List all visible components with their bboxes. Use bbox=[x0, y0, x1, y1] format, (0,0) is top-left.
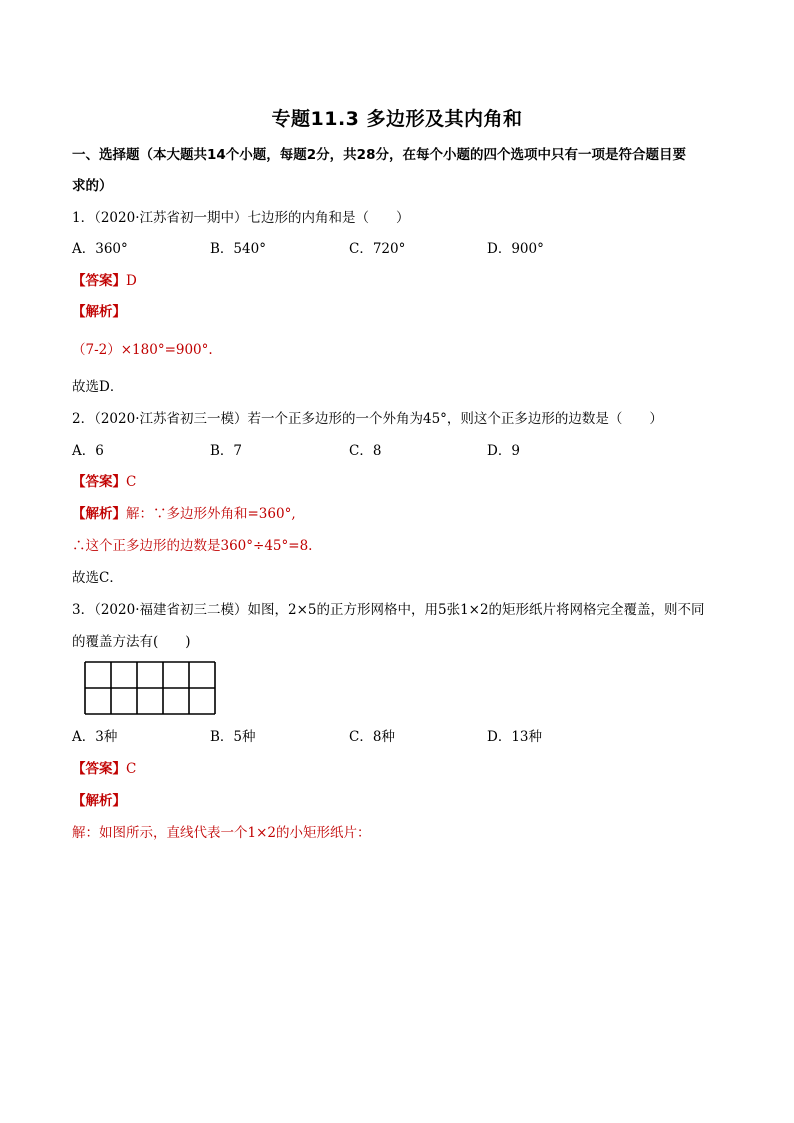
grid-figure-2x5 bbox=[84, 661, 216, 717]
q2-answer bbox=[72, 473, 136, 491]
q1-answer-label: 【答案】 bbox=[72, 273, 126, 289]
q2-option-a: A．6 bbox=[72, 443, 104, 459]
q1-option-b: B．540° bbox=[210, 241, 266, 257]
q1-conclusion: 故选D． bbox=[72, 379, 124, 395]
q2-answer-label: 【答案】 bbox=[72, 474, 126, 490]
q2-analysis-text-1: 解：∵多边形外角和=360°, bbox=[126, 506, 296, 522]
q1-analysis: （7-2）×180°=900°. bbox=[72, 342, 213, 358]
section-heading-line-1: 一、选择题（本大题共14个小题，每题2分，共28分，在每个小题的四个选项中只有一项是符合题目要 bbox=[72, 147, 686, 163]
q3-option-d: D．13种 bbox=[487, 729, 543, 745]
q1-answer bbox=[72, 272, 137, 290]
q3-stem-line-1: 3．（2020·福建省初三二模）如图，2×5的正方形网格中，用5张1×2的矩形纸片将网格完全覆盖，则不同 bbox=[72, 602, 705, 618]
q2-analysis-line-1 bbox=[72, 505, 296, 523]
q3-analysis-label: 【解析】 bbox=[72, 793, 126, 809]
q2-analysis-line-2: ∴这个正多边形的边数是360°÷45°=8. bbox=[72, 538, 313, 554]
q2-analysis-label: 【解析】 bbox=[72, 506, 126, 522]
q3-option-b: B．5种 bbox=[210, 729, 256, 745]
q3-stem-line-2: 的覆盖方法有( ) bbox=[72, 634, 191, 650]
q1-analysis-label: 【解析】 bbox=[72, 304, 126, 320]
q3-option-c: C．8种 bbox=[349, 729, 395, 745]
q2-option-b: B．7 bbox=[210, 443, 243, 459]
q2-option-d: D．9 bbox=[487, 443, 520, 459]
q1-stem: 1．（2020·江苏省初一期中）七边形的内角和是（ ） bbox=[72, 210, 410, 226]
q1-answer-value: D bbox=[126, 273, 137, 289]
q3-option-a: A．3种 bbox=[72, 729, 118, 745]
q3-answer-value: C bbox=[126, 761, 137, 777]
q2-stem: 2．（2020·江苏省初三一模）若一个正多边形的一个外角为45°，则这个正多边形的边数是（ ） bbox=[72, 411, 663, 427]
q3-answer bbox=[72, 760, 136, 778]
q2-conclusion: 故选C． bbox=[72, 570, 123, 586]
q1-option-a: A．360° bbox=[72, 241, 128, 257]
q2-option-c: C．8 bbox=[349, 443, 382, 459]
page-title: 专题11.3 多边形及其内角和 bbox=[271, 108, 523, 130]
section-heading-line-2: 求的） bbox=[72, 178, 113, 194]
grid-lines bbox=[85, 662, 215, 714]
q1-option-c: C．720° bbox=[349, 241, 406, 257]
q3-answer-label: 【答案】 bbox=[72, 761, 126, 777]
q1-option-d: D．900° bbox=[487, 241, 544, 257]
q2-answer-value: C bbox=[126, 474, 137, 490]
q3-analysis-line-1: 解：如图所示，直线代表一个1×2的小矩形纸片： bbox=[72, 825, 371, 841]
